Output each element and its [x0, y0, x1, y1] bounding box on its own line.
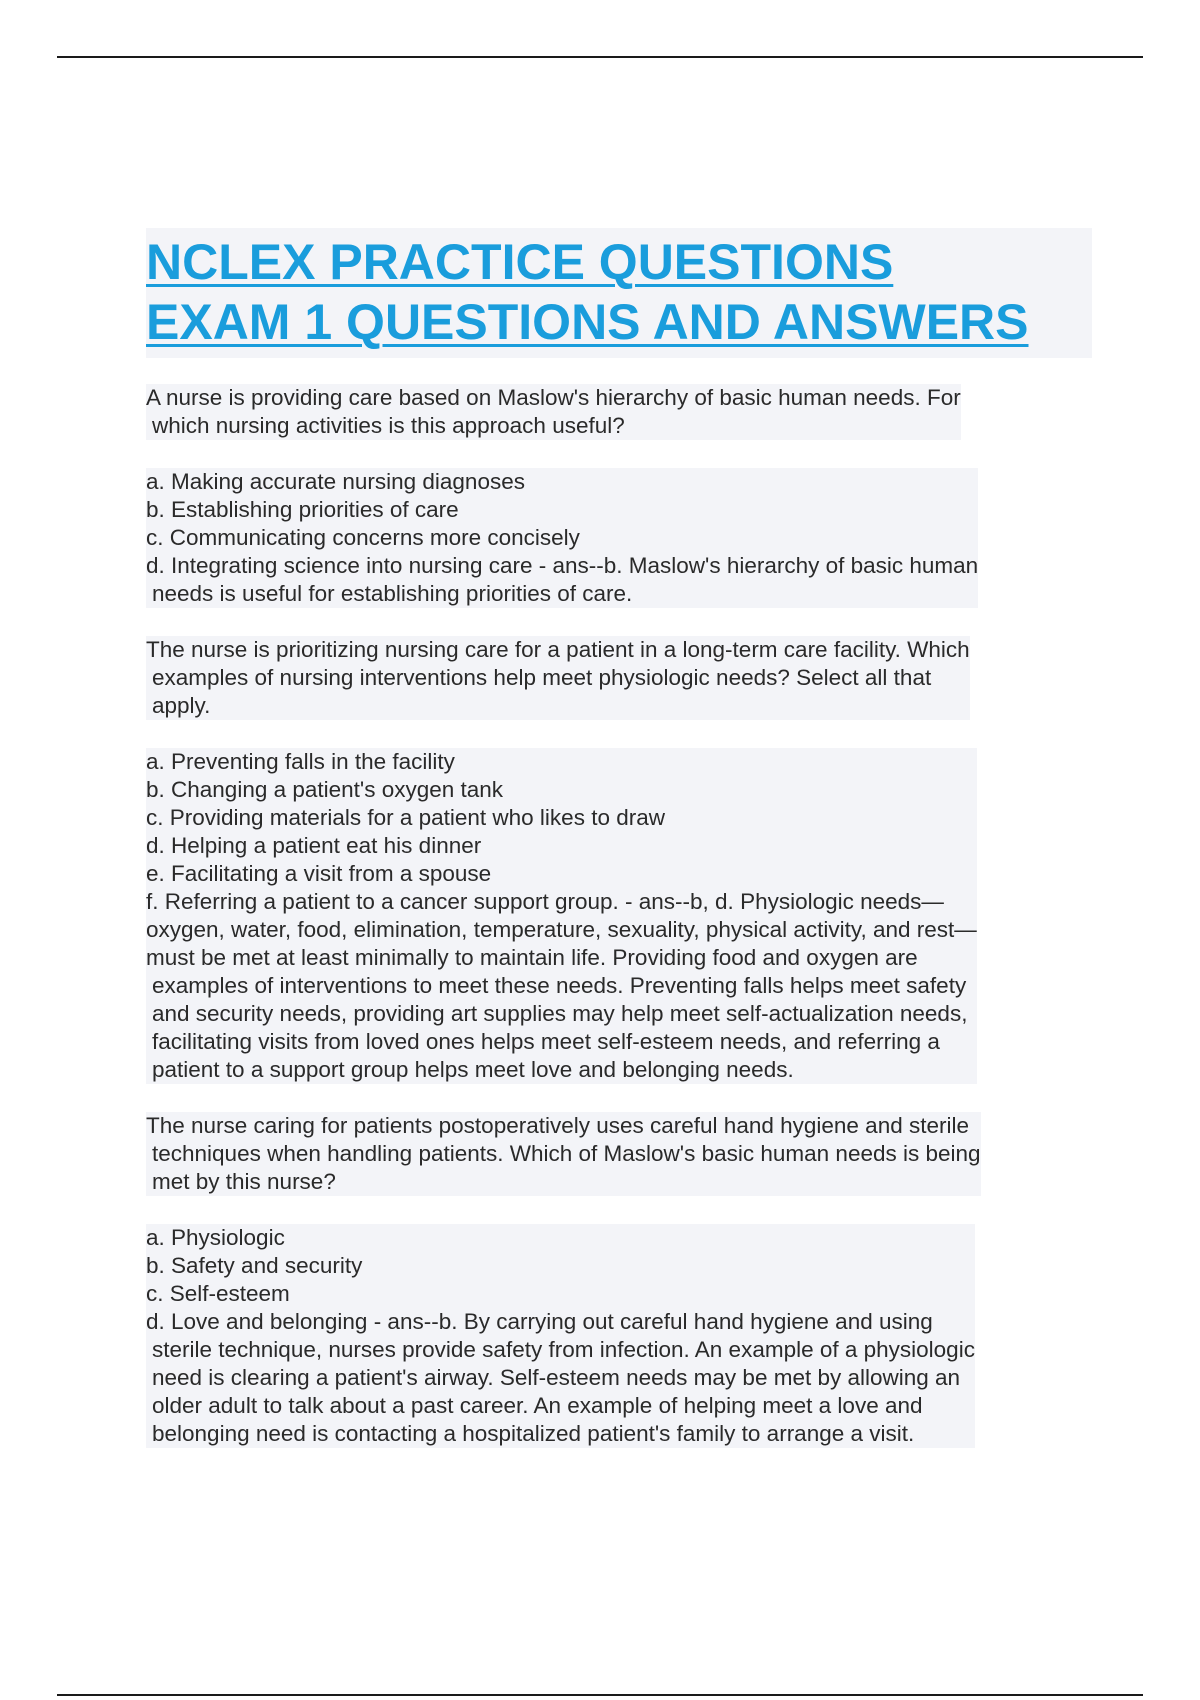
answer-line: f. Referring a patient to a cancer support group. - ans--b, d. Physiologic needs—: [146, 889, 944, 914]
title-line-1: NCLEX PRACTICE QUESTIONS: [146, 234, 894, 290]
document-title: [146, 228, 1092, 358]
question-stem: [146, 1112, 981, 1196]
question-stem: [146, 636, 970, 720]
option-b: b. Establishing priorities of care: [146, 497, 459, 522]
top-rule: [57, 56, 1143, 58]
stem-line: techniques when handling patients. Which of Maslow's basic human needs is being: [152, 1141, 981, 1166]
option-b: b. Safety and security: [146, 1253, 363, 1278]
title-line-2: EXAM 1 QUESTIONS AND ANSWERS: [146, 294, 1029, 350]
option-list: [146, 468, 978, 608]
answer-line: d. Love and belonging - ans--b. By carrying out careful hand hygiene and using: [146, 1309, 933, 1334]
option-list: [146, 1224, 975, 1448]
question-1: [146, 384, 1092, 636]
stem-line: A nurse is providing care based on Maslow's hierarchy of basic human needs. For: [146, 385, 961, 410]
answer-line: sterile technique, nurses provide safety from infection. An example of a physiologic: [152, 1337, 975, 1362]
stem-line: The nurse is prioritizing nursing care for a patient in a long-term care facility. Which: [146, 637, 970, 662]
option-c: c. Providing materials for a patient who likes to draw: [146, 805, 665, 830]
option-a: a. Making accurate nursing diagnoses: [146, 469, 525, 494]
stem-line: The nurse caring for patients postoperatively uses careful hand hygiene and sterile: [146, 1113, 969, 1138]
question-list: [146, 384, 1092, 1476]
answer-line: older adult to talk about a past career. An example of helping meet a love and: [152, 1393, 923, 1418]
answer-line: need is clearing a patient's airway. Self-esteem needs may be met by allowing an: [152, 1365, 961, 1390]
option-c: c. Communicating concerns more concisely: [146, 525, 580, 550]
answer-line: facilitating visits from loved ones helps meet self-esteem needs, and referring a: [152, 1029, 940, 1054]
document-body: [146, 228, 1092, 1476]
option-list: [146, 748, 977, 1084]
option-e: e. Facilitating a visit from a spouse: [146, 861, 492, 886]
answer-line: oxygen, water, food, elimination, temperature, sexuality, physical activity, and rest—: [146, 917, 977, 942]
bottom-rule: [57, 1694, 1143, 1696]
option-c: c. Self-esteem: [146, 1281, 290, 1306]
option-a: a. Preventing falls in the facility: [146, 749, 455, 774]
stem-line: which nursing activities is this approach useful?: [152, 413, 625, 438]
question-2: [146, 636, 1092, 1112]
option-b: b. Changing a patient's oxygen tank: [146, 777, 504, 802]
answer-line: examples of interventions to meet these needs. Preventing falls helps meet safety: [152, 973, 967, 998]
answer-line: and security needs, providing art supplies may help meet self-actualization needs,: [152, 1001, 968, 1026]
question-3: [146, 1112, 1092, 1476]
answer-line: needs is useful for establishing priorities of care.: [152, 581, 633, 606]
option-a: a. Physiologic: [146, 1225, 285, 1250]
answer-line: belonging need is contacting a hospitalized patient's family to arrange a visit.: [152, 1421, 915, 1446]
answer-line: must be met at least minimally to maintain life. Providing food and oxygen are: [146, 945, 918, 970]
stem-line: examples of nursing interventions help meet physiologic needs? Select all that: [152, 665, 932, 690]
answer-line: d. Integrating science into nursing care - ans--b. Maslow's hierarchy of basic human: [146, 553, 979, 578]
answer-line: patient to a support group helps meet love and belonging needs.: [152, 1057, 794, 1082]
option-d: d. Helping a patient eat his dinner: [146, 833, 482, 858]
stem-line: met by this nurse?: [152, 1169, 336, 1194]
question-stem: [146, 384, 961, 440]
stem-line: apply.: [152, 693, 211, 718]
